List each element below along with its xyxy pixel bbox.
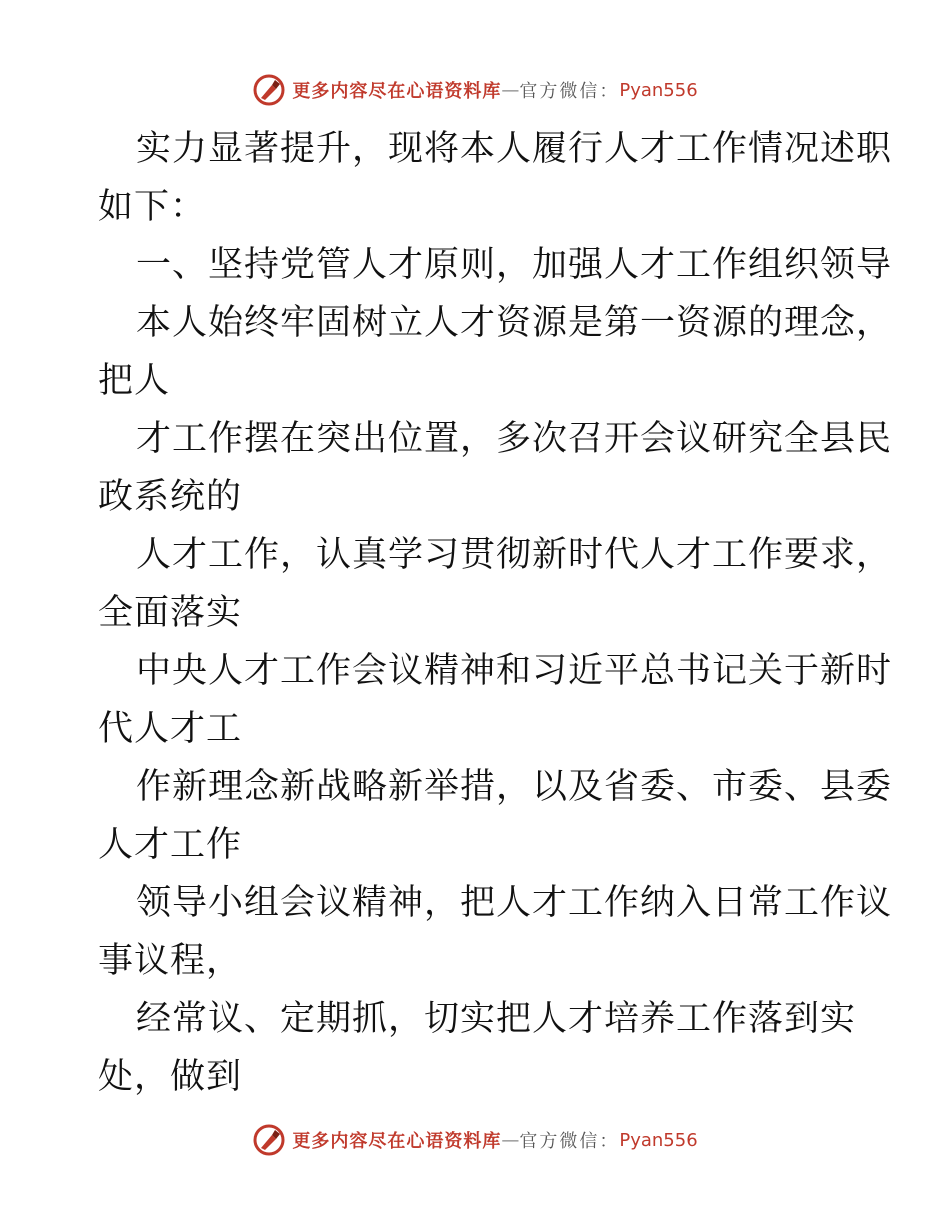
body-line: 实力显著提升，现将本人履行人才工作情况述职 — [136, 129, 893, 169]
pen-logo-icon — [252, 1123, 286, 1157]
body-line: 作新理念新战略新举措，以及省委、市委、县委 — [136, 767, 893, 807]
body-line: 代人才工 — [98, 709, 243, 749]
body-line: 经常议、定期抓，切实把人才培养工作落到实 — [136, 999, 857, 1039]
banner-separator: — — [501, 79, 520, 101]
wechat-id: Pyan556 — [619, 1129, 698, 1151]
banner-separator: — — [501, 1129, 520, 1151]
body-line: 事议程， — [98, 941, 243, 981]
body-line: 本人始终牢固树立人才资源是第一资源的理念， — [136, 303, 893, 343]
body-line: 政系统的 — [98, 477, 243, 517]
wechat-id: Pyan556 — [619, 79, 698, 101]
body-line: 中央人才工作会议精神和习近平总书记关于新时 — [136, 651, 893, 691]
body-line: 人才工作 — [98, 825, 243, 865]
wechat-label: 官方微信： — [519, 81, 620, 102]
footer-banner — [0, 1120, 950, 1160]
document-body — [98, 120, 893, 1106]
body-line: 人才工作，认真学习贯彻新时代人才工作要求， — [136, 535, 893, 575]
wechat-label: 官方微信： — [519, 1131, 620, 1152]
body-line: 全面落实 — [98, 593, 243, 633]
promo-text: 更多内容尽在心语资料库 — [292, 81, 502, 102]
promo-text: 更多内容尽在心语资料库 — [292, 1131, 502, 1152]
pen-logo-icon — [252, 73, 286, 107]
body-line: 才工作摆在突出位置，多次召开会议研究全县民 — [136, 419, 893, 459]
header-banner — [0, 70, 950, 110]
body-line: 处，做到 — [98, 1057, 243, 1097]
section-heading: 一、坚持党管人才原则，加强人才工作组织领导 — [136, 245, 893, 285]
body-line: 如下： — [98, 187, 207, 227]
body-line: 把人 — [98, 361, 171, 401]
body-line: 领导小组会议精神，把人才工作纳入日常工作议 — [136, 883, 893, 923]
